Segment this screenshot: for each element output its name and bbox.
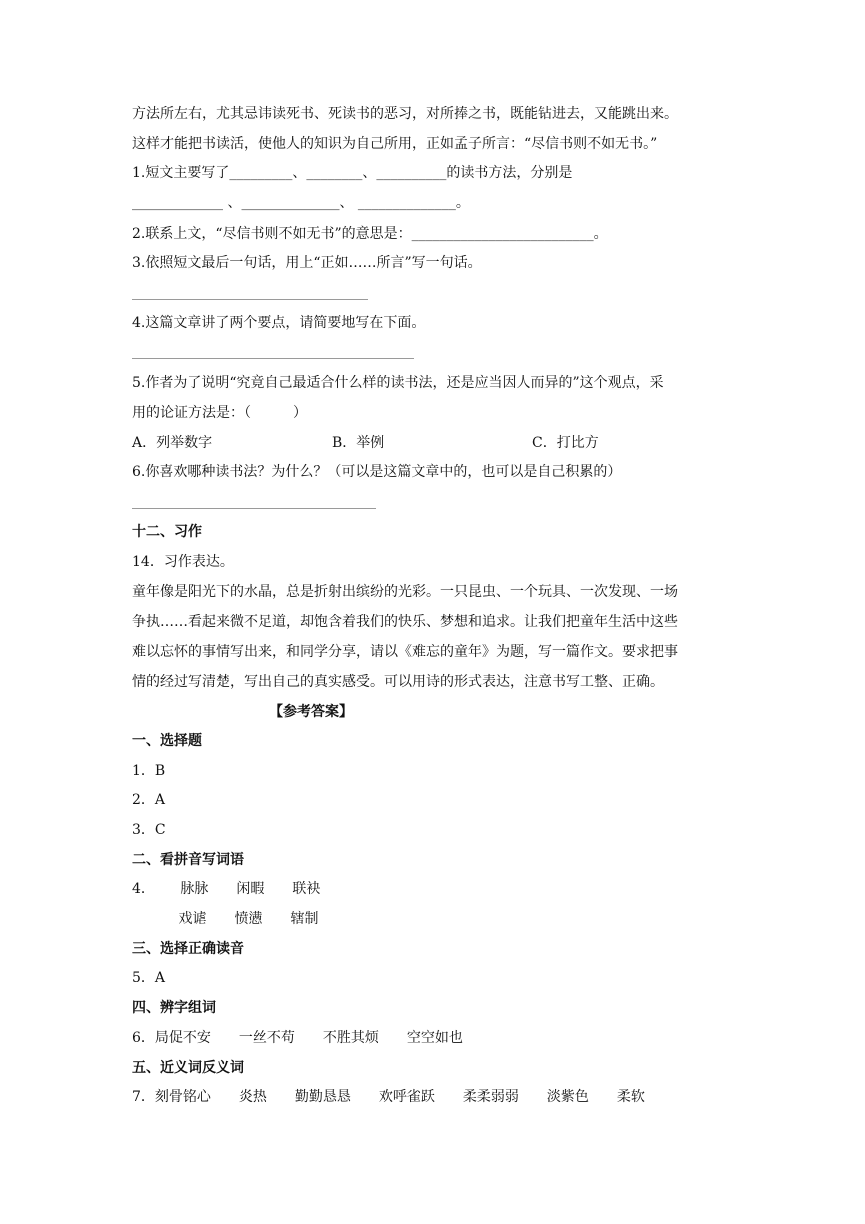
passage-line-1: 方法所左右，尤其忌讳读死书、死读书的恶习，对所捧之书，既能钻进去，又能跳出来。 <box>132 106 678 122</box>
answer-item: 6．局促不安 一丝不苟 不胜其烦 空空如也 <box>132 1030 463 1046</box>
writing-text-line: 争执……看起来微不足道，却饱含着我们的快乐、梦想和追求。让我们把童年生活中这些 <box>132 614 678 630</box>
answer-item: 1．B <box>132 763 166 779</box>
question-2: 2.联系上文，“尽信书则不如无书”的意思是：__________________________。 <box>132 226 608 242</box>
answer-line-q3 <box>132 299 368 300</box>
answer-item: 5．A <box>132 970 166 986</box>
answer-item: 戏谑 愤懑 辖制 <box>132 911 319 927</box>
answer-item: 2．A <box>132 792 166 808</box>
question-4: 4.这篇文章讲了两个要点，请简要地写在下面。 <box>132 315 426 331</box>
passage-line-2: 这样才能把书读活，使他人的知识为自己所用，正如孟子所言：“尽信书则不如无书。” <box>132 136 658 152</box>
answer-item: 7．刻骨铭心 炎热 勤勤恳恳 欢呼雀跃 柔柔弱弱 淡紫色 柔软 <box>132 1089 645 1105</box>
question-6: 6.你喜欢哪种读书法？为什么？（可以是这篇文章中的，也可以是自己积累的） <box>132 464 622 480</box>
option-c: C．打比方 <box>532 435 599 451</box>
question-5-line-2: 用的论证方法是：（ ） <box>132 405 307 421</box>
question-5-line-1: 5.作者为了说明“究竟自己最适合什么样的读书法，还是应当因人而异的”这个观点，采 <box>132 375 664 391</box>
question-1-line-2: _____________ 、______________、 ______________。 <box>132 195 470 211</box>
writing-item: 14．习作表达。 <box>132 554 234 570</box>
section-heading-4: 四、辨字组词 <box>132 1000 216 1016</box>
writing-text-line: 情的经过写清楚，写出自己的真实感受。可以用诗的形式表达，注意书写工整、正确。 <box>132 674 664 690</box>
section-heading-5: 五、近义词反义词 <box>132 1060 244 1076</box>
answer-item: 4． 脉脉 闲暇 联袂 <box>132 881 321 897</box>
writing-text-line: 童年像是阳光下的水晶，总是折射出缤纷的光彩。一只昆虫、一个玩具、一次发现、一场 <box>132 584 678 600</box>
writing-text-line: 难以忘怀的事情写出来，和同学分享，请以《难忘的童年》为题，写一篇作文。要求把事 <box>132 644 678 660</box>
option-a: A．列举数字 <box>132 435 213 451</box>
section-heading-writing: 十二、习作 <box>132 524 202 540</box>
answer-line-q6 <box>132 508 376 509</box>
section-heading-3: 三、选择正确读音 <box>132 941 244 957</box>
question-1-line-1: 1.短文主要写了_________、________、__________的读书方法，分别是 <box>132 165 573 181</box>
answer-item: 3．C <box>132 822 166 838</box>
answer-line-q4 <box>132 358 414 359</box>
question-3: 3.依照短文最后一句话，用上“正如……所言”写一句话。 <box>132 255 482 271</box>
section-heading-2: 二、看拼音写词语 <box>132 852 244 868</box>
answers-title: 【参考答案】 <box>269 704 353 720</box>
section-heading-1: 一、选择题 <box>132 733 202 749</box>
option-b: B．举例 <box>332 435 385 451</box>
